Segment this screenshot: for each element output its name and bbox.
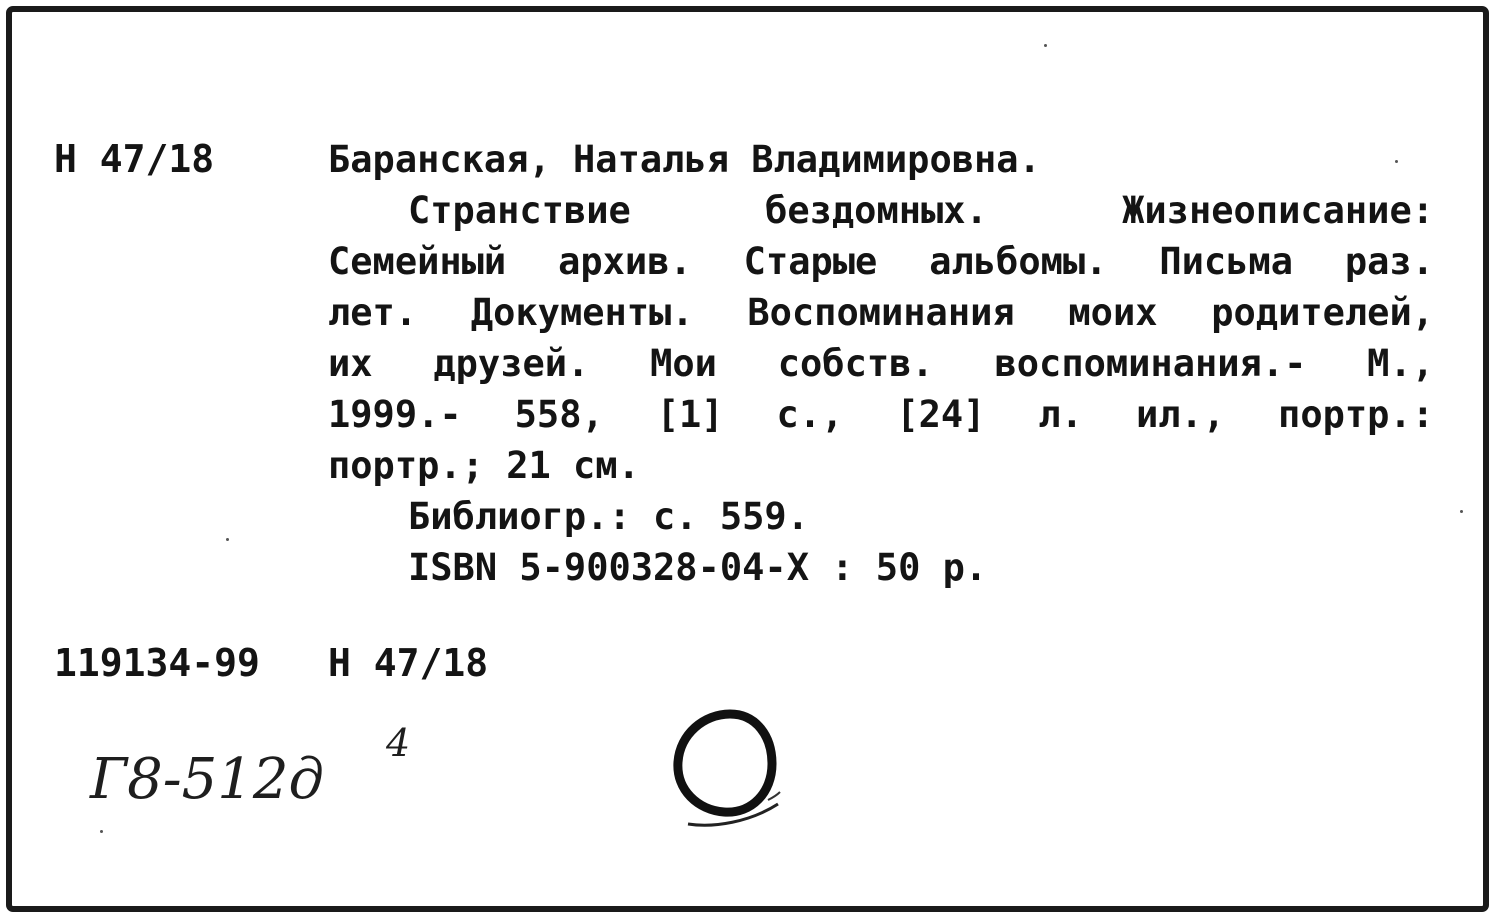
accession-number: 119134-99 xyxy=(54,641,260,685)
handwritten-superscript: 4 xyxy=(386,721,411,765)
speck xyxy=(1044,44,1047,47)
bibliographic-entry xyxy=(328,134,1434,593)
library-stamp-circle xyxy=(664,700,794,840)
description-line: лет. Документы. Воспоминания моих родителей, xyxy=(328,291,1434,334)
handwritten-note-text: Г8-512д xyxy=(90,747,325,812)
description-line: Странствие бездомных. Жизнеописание: xyxy=(408,189,1434,232)
description-line: Семейный архив. Старые альбомы. Письма раз. xyxy=(328,240,1434,283)
speck xyxy=(1395,160,1398,163)
description-line: их друзей. Мои собств. воспоминания.- М., xyxy=(328,342,1434,385)
isbn-price: ISBN 5-900328-04-X : 50 р. xyxy=(408,546,988,589)
call-number-bottom: Н 47/18 xyxy=(328,641,489,685)
bibliography-note: Библиогр.: с. 559. xyxy=(408,495,809,538)
description-line: 1999.- 558, [1] с., [24] л. ил., портр.: xyxy=(328,393,1434,436)
speck xyxy=(1460,510,1463,513)
handwritten-note xyxy=(86,716,446,826)
description-line: портр.; 21 см. xyxy=(328,444,640,487)
speck xyxy=(100,830,103,833)
author-heading: Баранская, Наталья Владимировна. xyxy=(328,138,1041,181)
speck xyxy=(226,538,229,541)
call-number-top: Н 47/18 xyxy=(54,137,215,181)
